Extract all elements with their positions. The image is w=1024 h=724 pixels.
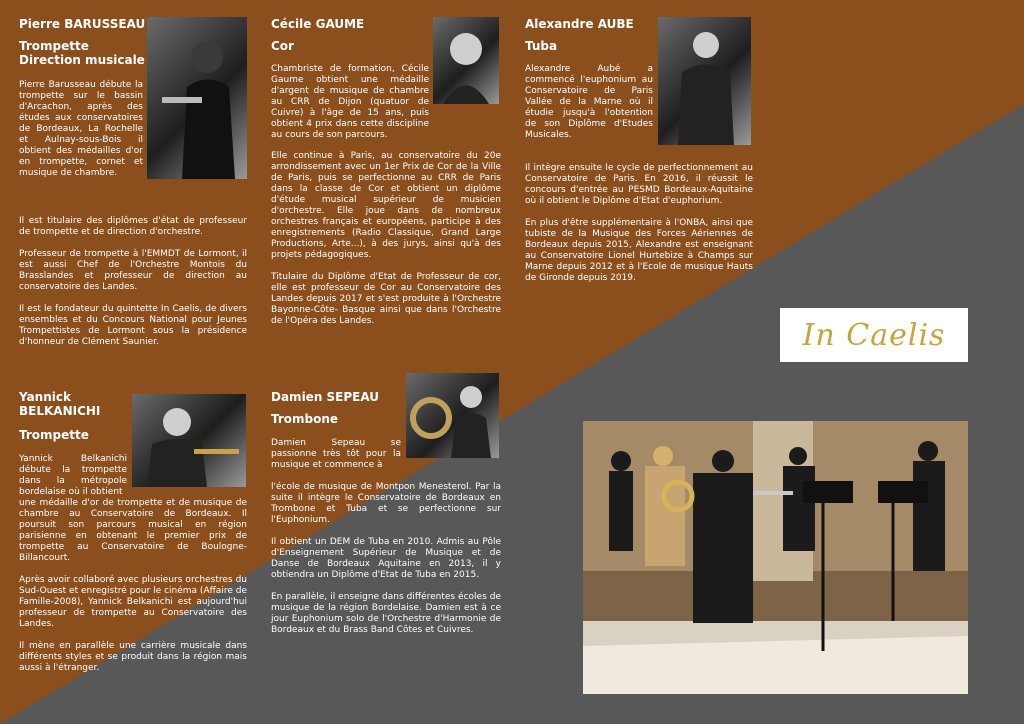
bio <box>19 498 247 685</box>
musician-role: Tuba <box>525 39 558 53</box>
cecile-photo <box>433 17 499 104</box>
musician-role: Trombone <box>271 412 339 426</box>
bio-paragraph: Professeur de trompette à l'EMMDT de Lormont, il est aussi Chef de l'Orchestre Montois du Brasslandes et professeur de direction au conservatoire des Landes. <box>19 249 247 292</box>
bio-paragraph: Il est le fondateur du quintette In Caelis, de divers ensembles et du Concours National pour Jeunes Trompettistes de Lormont sous la présidence d'honneur de Clément Saunier. <box>19 304 247 347</box>
role-line: Direction musicale <box>19 53 145 67</box>
bio <box>525 163 753 295</box>
musician-name: Damien SEPEAU <box>271 390 380 404</box>
role-line: Trompette <box>19 39 89 53</box>
musician-name: Pierre BARUSSEAU <box>19 17 146 31</box>
bio-paragraph: Elle continue à Paris, au conservatoire du 20e arrondissement avec un 1er Prix de Cor de la Ville de Paris, puis se perfectionne au CRR de Paris dans la classe de Cor et obtient un diplôme d'étude musical supérieur de musicien d'orchestre. Elle joue dans de nombreux orchestres français et européens, participe à des enregistrements (Radio Classique, Grand Large Productions, Arte...), à des jurys, ainsi qu'à des projets pédagogiques. <box>271 151 501 260</box>
concert-photo <box>583 421 968 694</box>
portrait-icon <box>658 17 751 145</box>
bio-paragraph: Titulaire du Diplôme d'Etat de Professeur de cor, elle est professeur de Cor au Conservatoire des Landes depuis 2017 et s'est produite à l'Orchestre Bayonne-Côte- Basque ainsi que dans l'Orchestre de l'Opéra des Landes. <box>271 272 501 326</box>
bio-paragraph-narrow: Chambriste de formation, Cécile Gaume obtient une médaille d'argent de musique de chambre au CRR de Dijon (quatuor de Cuivre) à l'âge de 15 ans, puis obtient 4 prix dans cette discipline au cours de son parcours. <box>271 64 429 140</box>
bio-paragraph: En parallèle, il enseigne dans différentes écoles de musique de la région Bordelaise. Damien est à ce jour Euphonium solo de l'Orchestre d'Harmonie de Bordeaux et du Brass Band Côtes et Cuivres. <box>271 592 501 635</box>
bio-paragraph: Après avoir collaboré avec plusieurs orchestres du Sud-Ouest et enregistré pour le cinéma (Affaire de Famille-2008), Yannick Belkanichi est aujourd'hui professeur de trompette au Conservatoire des Landes. <box>19 575 247 629</box>
alexandre-photo <box>658 17 751 145</box>
musician-role <box>19 39 145 67</box>
bio <box>271 482 501 647</box>
bio-paragraph: En plus d'être supplémentaire à l'ONBA, ainsi que tubiste de la Musique des Forces Aériennes de Bordeaux depuis 2015, Alexandre est enseignant au Conservatoire Lionel Hurtebize à Champs sur Marne depuis 2012 et à l'Ecole de musique Hauts de Gironde depuis 2019. <box>525 218 753 283</box>
brass-quintet-photo-icon <box>583 421 968 694</box>
bio-paragraph: Il obtient un DEM de Tuba en 2010. Admis au Pôle d'Enseignement Supérieur de Musique et de Danse de Bordeaux Aquitaine en 2013, il y obtiendra un Diplôme d'Etat de Tuba en 2015. <box>271 537 501 580</box>
name-line: Yannick <box>19 390 71 404</box>
portrait-icon <box>433 17 499 104</box>
bio-paragraph: Il est titulaire des diplômes d'état de professeur de trompette et de direction d'orchestre. <box>19 216 247 237</box>
trumpeter-portrait-icon <box>147 17 247 179</box>
bio-intro-narrow: Yannick Belkanichi débute la trompette dans la métropole bordelaise où il obtient <box>19 454 127 497</box>
trumpeter-portrait-icon <box>132 394 246 487</box>
bio-paragraph-narrow: Pierre Barusseau débute la trompette sur le bassin d'Arcachon, après des études aux conservatoires de Bordeaux, La Rochelle et Aulnay-sous-Bois il obtient des médailles d'or en trompette, cornet et musique de chambre. <box>19 80 143 178</box>
bio-paragraph: l'école de musique de Montpon Menesterol. Par la suite il intègre le Conservatoire de Bordeaux en Trombone et Tuba et se perfectionne sur l'Euphonium. <box>271 482 501 525</box>
bio <box>19 216 247 359</box>
bio-intro-narrow: Damien Sepeau se passionne très tôt pour la musique et commence à <box>271 438 401 470</box>
logo-text: In Caelis <box>802 317 946 353</box>
name-line: BELKANICHI <box>19 404 101 418</box>
pierre-photo <box>147 17 247 179</box>
bio-paragraph: Il intègre ensuite le cycle de perfectionnement au Conservatoire de Paris. En 2016, il réussit le concours d'entrée au PESMD Bordeaux-Aquitaine où il obtient le Diplôme d'Etat d'euphorium. <box>525 163 753 206</box>
musician-name: Alexandre AUBE <box>525 17 634 31</box>
tuba-player-icon <box>406 373 499 458</box>
musician-role: Trompette <box>19 428 89 442</box>
musician-name <box>19 390 100 418</box>
musician-role: Cor <box>271 39 294 53</box>
in-caelis-logo <box>780 308 968 362</box>
yannick-photo <box>132 394 246 487</box>
damien-photo <box>406 373 499 458</box>
bio-paragraph-narrow: Alexandre Aubé a commencé l'euphonium au Conservatoire de Paris Vallée de la Marne où il étudie jusqu'à l'obtention de son Diplôme d'Etudes Musicales. <box>525 64 653 140</box>
bio-paragraph: Il mène en parallèle une carrière musicale dans différents styles et se produit dans la région mais aussi à l'étranger. <box>19 641 247 673</box>
musician-name: Cécile GAUME <box>271 17 365 31</box>
bio <box>271 151 501 338</box>
bio-paragraph: une médaille d'or de trompette et de musique de chambre au Conservatoire de Bordeaux. Il poursuit son parcours musical en région parisienne en obtenant le premier prix de trompette au Conservatoire de Boulogne-Billancourt. <box>19 498 247 563</box>
